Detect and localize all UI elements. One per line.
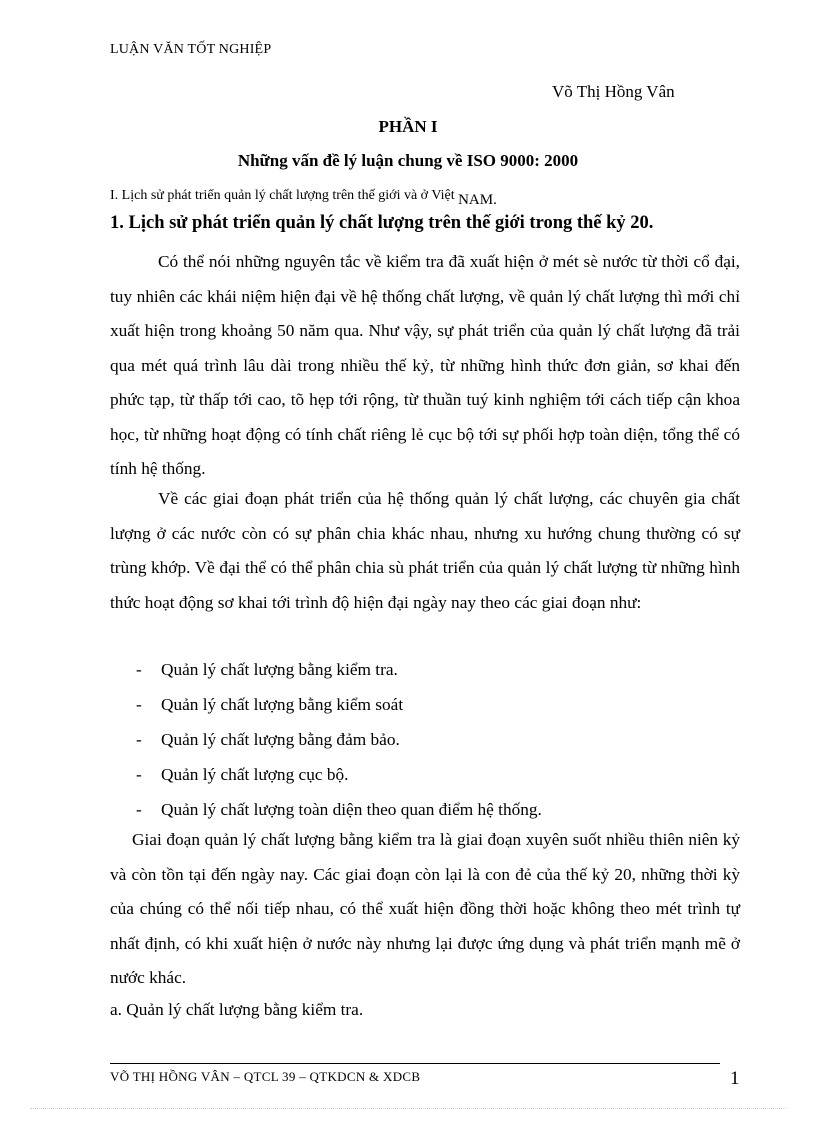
footer-divider: [110, 1063, 720, 1064]
subsection-heading-a: a. Quản lý chất lượng bằng kiểm tra.: [110, 1000, 364, 1019]
page-bottom-border: [30, 1108, 786, 1109]
list-item: [110, 722, 740, 757]
list-item: [110, 757, 740, 792]
list-item-text: Quản lý chất lượng bằng kiểm soát: [161, 695, 404, 714]
stages-list: [110, 652, 740, 827]
paragraph-3: Giai đoạn quản lý chất lượng bằng kiểm tra là giai đoạn xuyên suốt nhiều thiên niên kỷ và còn tồn tại đến ngày nay. Các giai đoạn còn lại là con đẻ của thế kỷ 20, những thời kỳ của chúng có thể nối tiếp nhau, có thể xuất hiện đồng thời hoặc không theo mét trình tự nhất định, có khi xuất hiện ở nước này nhưng lại được ứng dụng và phát triển mạnh mẽ ở nước khác.: [110, 830, 740, 987]
list-item: [110, 652, 740, 687]
paragraph-2: Về các giai đoạn phát triển của hệ thống quản lý chất lượng, các chuyên gia chất lượng ở các nước còn có sự phân chia khác nhau, nhưng xu hướng chung thường có sự trùng khớp. Về đại thể có thể phân chia sù phát triển của quản lý chất lượng từ những hình thức hoạt động sơ khai tới trình độ hiện đại ngày nay theo các giai đoạn như:: [110, 489, 740, 612]
list-item: [110, 792, 740, 827]
part-subtitle: Những vấn đề lý luận chung về ISO 9000: 2000: [237, 151, 579, 170]
bullet-dash: -: [136, 800, 142, 819]
running-header: LUẬN VĂN TỐT NGHIỆP: [110, 42, 272, 57]
bullet-dash: -: [136, 730, 142, 749]
paragraph-1: Có thể nói những nguyên tắc về kiểm tra đã xuất hiện ở mét sè nước từ thời cổ đại, tuy nhiên các khái niệm hiện đại về hệ thống chất lượng, về quản lý chất lượng thì mới chỉ xuất hiện trong khoảng 50 năm qua. Như vậy, sự phát triển của quản lý chất lượng đã trải qua mét quá trình lâu dài trong nhiều thế kỷ, từ những hình thức đơn giản, sơ khai đến phức tạp, từ thấp tới cao, tõ hẹp tới rộng, từ thuần tuý kinh nghiệm tới cách tiếp cận khoa học, từ những hoạt động có tính chất riêng lẻ cục bộ tới sự phối hợp toàn diện, tổng thể có tính hệ thống.: [110, 252, 740, 478]
part-title: PHẦN I: [378, 117, 438, 136]
bullet-dash: -: [136, 660, 142, 679]
section-heading-1: 1. Lịch sử phát triển quản lý chất lượng trên thế giới trong thế kỷ 20.: [110, 213, 654, 233]
page-number: 1: [730, 1068, 740, 1089]
bullet-dash: -: [136, 765, 142, 784]
author-name: Võ Thị Hồng Vân: [552, 82, 675, 101]
footer-text: VÕ THỊ HỒNG VÂN – QTCL 39 – QTKDCN & XDCB: [110, 1069, 421, 1084]
list-item-text: Quản lý chất lượng bằng đảm bảo.: [161, 730, 400, 749]
section-heading-i: [110, 187, 497, 208]
bullet-dash: -: [136, 695, 142, 714]
section-i-suffix: NAM.: [458, 192, 497, 208]
list-item-text: Quản lý chất lượng cục bộ.: [161, 765, 349, 784]
list-item-text: Quản lý chất lượng bằng kiểm tra.: [161, 660, 398, 679]
list-item-text: Quản lý chất lượng toàn diện theo quan điểm hệ thống.: [161, 800, 542, 819]
section-i-text: I. Lịch sử phát triển quản lý chất lượng trên thế giới và ở Việt: [110, 188, 459, 203]
list-item: [110, 687, 740, 722]
